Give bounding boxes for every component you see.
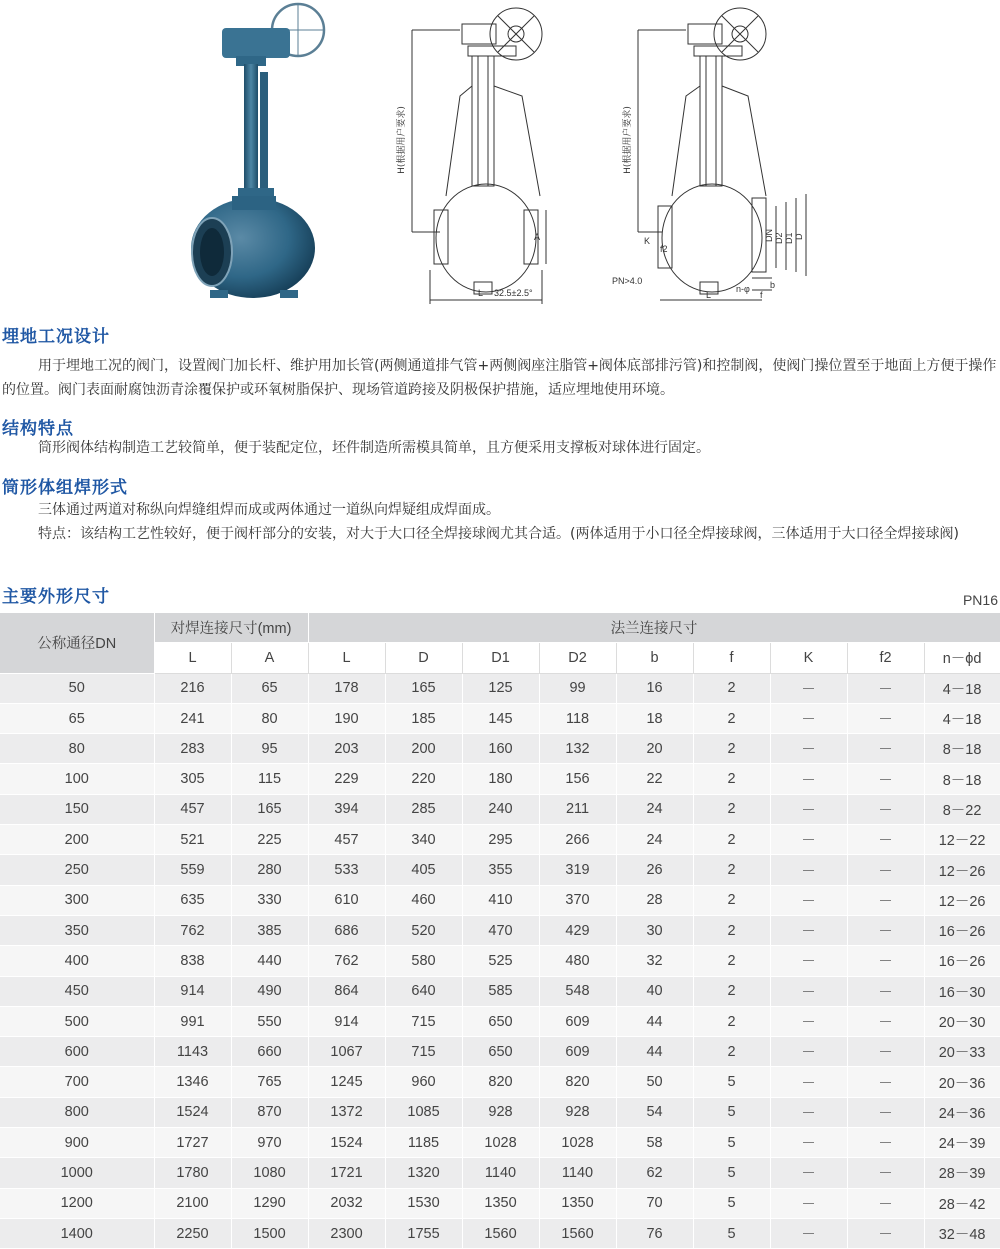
cell-dn: 400: [0, 946, 154, 976]
table-cell: 16－26: [924, 946, 1000, 976]
table-cell: －: [847, 855, 924, 885]
table-cell: －: [847, 1097, 924, 1127]
table-cell: 8－18: [924, 734, 1000, 764]
table-cell: 1143: [154, 1037, 231, 1067]
fig3-d2-label: D2: [774, 232, 784, 244]
section-text-welding-2: 特点：该结构工艺性较好，便于阀杆部分的安装，对大于大口径全焊接球阀尤其合适。(两体适用于小口径全焊接球阀，三体适用于大口径全焊接球阀): [38, 526, 959, 542]
table-cell: 54: [616, 1097, 693, 1127]
table-cell: 480: [539, 946, 616, 976]
table-cell: 5: [693, 1128, 770, 1158]
cell-dn: 150: [0, 794, 154, 824]
table-cell: 991: [154, 1006, 231, 1036]
table-cell: 180: [462, 764, 539, 794]
table-cell: －: [770, 855, 847, 885]
table-cell: 1372: [308, 1097, 385, 1127]
table-cell: 12－22: [924, 825, 1000, 855]
table-cell: 125: [462, 673, 539, 703]
table-cell: 2: [693, 915, 770, 945]
fig2-tolerance-label: 32.5±2.5°: [494, 288, 533, 298]
table-cell: 686: [308, 915, 385, 945]
table-cell: 229: [308, 764, 385, 794]
fig3-f2-label: f2: [660, 244, 668, 254]
table-cell: 295: [462, 825, 539, 855]
table-cell: 12－26: [924, 885, 1000, 915]
table-row: [0, 673, 1000, 703]
table-cell: 26: [616, 855, 693, 885]
table-cell: －: [847, 946, 924, 976]
table-cell: 18: [616, 703, 693, 733]
table-row: [0, 885, 1000, 915]
cell-dn: 700: [0, 1067, 154, 1097]
table-cell: 765: [231, 1067, 308, 1097]
table-cell: 165: [231, 794, 308, 824]
table-cell: 178: [308, 673, 385, 703]
table-cell: 715: [385, 1006, 462, 1036]
table-cell: 5: [693, 1218, 770, 1248]
cell-dn: 250: [0, 855, 154, 885]
table-cell: 1780: [154, 1158, 231, 1188]
table-cell: －: [770, 794, 847, 824]
cell-dn: 200: [0, 825, 154, 855]
table-cell: 762: [154, 915, 231, 945]
table-cell: －: [847, 885, 924, 915]
table-cell: 8－22: [924, 794, 1000, 824]
table-cell: 2: [693, 1006, 770, 1036]
table-cell: 1245: [308, 1067, 385, 1097]
table-row: [0, 1006, 1000, 1036]
table-cell: 20－33: [924, 1037, 1000, 1067]
table-cell: 2100: [154, 1188, 231, 1218]
table-cell: 241: [154, 703, 231, 733]
table-cell: －: [770, 764, 847, 794]
table-cell: 2: [693, 734, 770, 764]
table-cell: 470: [462, 915, 539, 945]
table-row: [0, 764, 1000, 794]
table-cell: 660: [231, 1037, 308, 1067]
table-cell: 20－30: [924, 1006, 1000, 1036]
subheader-cell: L: [308, 643, 385, 673]
table-cell: 1290: [231, 1188, 308, 1218]
cell-dn: 800: [0, 1097, 154, 1127]
table-cell: 40: [616, 976, 693, 1006]
pressure-rating: PN16: [962, 592, 998, 608]
table-cell: 864: [308, 976, 385, 1006]
fig3-dn-label: DN: [764, 229, 774, 242]
table-cell: 1350: [462, 1188, 539, 1218]
table-cell: －: [770, 1097, 847, 1127]
table-cell: 1346: [154, 1067, 231, 1097]
table-cell: 12－26: [924, 855, 1000, 885]
table-cell: 650: [462, 1037, 539, 1067]
table-cell: －: [847, 1067, 924, 1097]
table-row: [0, 1218, 1000, 1248]
table-row: [0, 825, 1000, 855]
table-cell: 1320: [385, 1158, 462, 1188]
table-cell: 550: [231, 1006, 308, 1036]
table-cell: 548: [539, 976, 616, 1006]
table-cell: 914: [154, 976, 231, 1006]
table-cell: 1067: [308, 1037, 385, 1067]
table-cell: 1350: [539, 1188, 616, 1218]
table-cell: 211: [539, 794, 616, 824]
table-cell: 70: [616, 1188, 693, 1218]
table-row: [0, 734, 1000, 764]
table-cell: 1028: [462, 1128, 539, 1158]
table-cell: 24: [616, 825, 693, 855]
table-cell: 240: [462, 794, 539, 824]
table-cell: －: [847, 673, 924, 703]
table-cell: －: [847, 1128, 924, 1158]
table-cell: 5: [693, 1067, 770, 1097]
welded-end-drawing: [395, 8, 546, 304]
fig3-d1-label: D1: [784, 232, 794, 244]
cell-dn: 1200: [0, 1188, 154, 1218]
table-cell: 2: [693, 764, 770, 794]
cell-dn: 600: [0, 1037, 154, 1067]
table-cell: 820: [539, 1067, 616, 1097]
section-title-structure: 结构特点: [2, 419, 74, 439]
header-flange: 法兰连接尺寸: [308, 613, 1000, 643]
table-cell: －: [770, 915, 847, 945]
table-cell: 970: [231, 1128, 308, 1158]
table-row: [0, 1037, 1000, 1067]
table-cell: 156: [539, 764, 616, 794]
table-cell: 190: [308, 703, 385, 733]
table-cell: 1530: [385, 1188, 462, 1218]
table-cell: 225: [231, 825, 308, 855]
table-cell: 2: [693, 946, 770, 976]
table-cell: 16: [616, 673, 693, 703]
table-cell: 520: [385, 915, 462, 945]
table-cell: －: [847, 1037, 924, 1067]
table-cell: －: [847, 1188, 924, 1218]
table-cell: 1085: [385, 1097, 462, 1127]
table-cell: 44: [616, 1037, 693, 1067]
table-cell: 62: [616, 1158, 693, 1188]
table-body: [0, 673, 1000, 1249]
table-cell: 5: [693, 1097, 770, 1127]
table-cell: 429: [539, 915, 616, 945]
table-cell: 32－48: [924, 1218, 1000, 1248]
table-cell: 20－36: [924, 1067, 1000, 1097]
table-cell: 457: [154, 794, 231, 824]
header-weld: 对焊连接尺寸(mm): [154, 613, 308, 643]
table-cell: 635: [154, 885, 231, 915]
table-cell: －: [770, 946, 847, 976]
table-cell: 640: [385, 976, 462, 1006]
table-cell: 280: [231, 855, 308, 885]
valve-photo: [191, 4, 324, 298]
subheader-cell: b: [616, 643, 693, 673]
table-cell: 16－30: [924, 976, 1000, 1006]
table-cell: 715: [385, 1037, 462, 1067]
table-cell: 5: [693, 1188, 770, 1218]
table-cell: －: [847, 703, 924, 733]
table-cell: 559: [154, 855, 231, 885]
table-cell: 20: [616, 734, 693, 764]
table-row: [0, 855, 1000, 885]
cell-dn: 1000: [0, 1158, 154, 1188]
table-row: [0, 915, 1000, 945]
table-cell: 838: [154, 946, 231, 976]
table-cell: 160: [462, 734, 539, 764]
fig3-d-label: D: [794, 233, 804, 240]
table-cell: 2: [693, 1037, 770, 1067]
table-cell: 4－18: [924, 673, 1000, 703]
table-cell: 266: [539, 825, 616, 855]
table-cell: 99: [539, 673, 616, 703]
table-cell: 1524: [308, 1128, 385, 1158]
table-cell: 460: [385, 885, 462, 915]
table-cell: 533: [308, 855, 385, 885]
table-cell: 2032: [308, 1188, 385, 1218]
table-cell: 305: [154, 764, 231, 794]
table-cell: 30: [616, 915, 693, 945]
table-cell: －: [847, 976, 924, 1006]
table-cell: 145: [462, 703, 539, 733]
section-text-structure: 筒形阀体结构制造工艺较简单，便于装配定位，坯件制造所需模具简单，且方便采用支撑板对球体进行固定。: [38, 440, 710, 456]
table-cell: 762: [308, 946, 385, 976]
table-cell: 2: [693, 703, 770, 733]
table-cell: 200: [385, 734, 462, 764]
table-cell: 28－39: [924, 1158, 1000, 1188]
table-cell: －: [770, 1158, 847, 1188]
table-cell: 457: [308, 825, 385, 855]
subheader-cell: f: [693, 643, 770, 673]
table-cell: 28－42: [924, 1188, 1000, 1218]
table-cell: －: [847, 734, 924, 764]
table-cell: 609: [539, 1037, 616, 1067]
subheader-cell: D: [385, 643, 462, 673]
subheader-cell: n－ϕd: [924, 643, 1000, 673]
table-cell: －: [770, 734, 847, 764]
section-title-welding: 筒形体组焊形式: [2, 478, 128, 498]
table-cell: 80: [231, 703, 308, 733]
subheader-cell: D1: [462, 643, 539, 673]
table-cell: －: [847, 794, 924, 824]
table-cell: 8－18: [924, 764, 1000, 794]
cell-dn: 65: [0, 703, 154, 733]
fig3-nd-label: n-φ: [736, 284, 750, 294]
table-cell: 65: [231, 673, 308, 703]
table-cell: 76: [616, 1218, 693, 1248]
table-cell: 24－39: [924, 1128, 1000, 1158]
table-cell: －: [847, 764, 924, 794]
table-cell: 44: [616, 1006, 693, 1036]
table-cell: 2: [693, 976, 770, 1006]
table-cell: 22: [616, 764, 693, 794]
section-text-welding-1: 三体通过两道对称纵向焊缝组焊而成或两体通过一道纵向焊疑组成焊面成。: [38, 502, 500, 518]
table-cell: 928: [462, 1097, 539, 1127]
section-title-dimensions: 主要外形尺寸: [2, 587, 110, 607]
table-cell: 1721: [308, 1158, 385, 1188]
subheader-cell: A: [231, 643, 308, 673]
table-cell: 1524: [154, 1097, 231, 1127]
table-row: [0, 703, 1000, 733]
table-cell: 165: [385, 673, 462, 703]
table-cell: 385: [231, 915, 308, 945]
table-cell: 355: [462, 855, 539, 885]
header-dn: 公称通径DN: [0, 613, 154, 673]
table-cell: 32: [616, 946, 693, 976]
cell-dn: 80: [0, 734, 154, 764]
table-row: [0, 946, 1000, 976]
table-cell: 1560: [539, 1218, 616, 1248]
table-cell: 1028: [539, 1128, 616, 1158]
table-cell: －: [770, 1006, 847, 1036]
table-cell: 521: [154, 825, 231, 855]
flanged-end-drawing: [612, 8, 806, 300]
table-cell: 24－36: [924, 1097, 1000, 1127]
table-cell: 58: [616, 1128, 693, 1158]
table-row: [0, 976, 1000, 1006]
table-cell: 650: [462, 1006, 539, 1036]
fig2-a-label: A: [534, 232, 541, 242]
subheader-cell: L: [154, 643, 231, 673]
table-cell: 585: [462, 976, 539, 1006]
section-text-buried: 用于埋地工况的阀门，设置阀门加长杆、维护用加长管(两侧通道排气管+两侧阀座注脂管+阀体底部排污管)和控制阀，使阀门操位置至于地面上方便于操作的位置。阀门表面耐腐蚀沥青涂覆保护或环氧树脂保护、现场管道跨接及阴极保护措施，适应埋地使用环境。: [2, 358, 997, 398]
table-row: [0, 1067, 1000, 1097]
cell-dn: 100: [0, 764, 154, 794]
table-cell: 220: [385, 764, 462, 794]
table-cell: 50: [616, 1067, 693, 1097]
table-cell: 5: [693, 1158, 770, 1188]
table-cell: 4－18: [924, 703, 1000, 733]
table-cell: －: [770, 1037, 847, 1067]
table-cell: 525: [462, 946, 539, 976]
table-cell: －: [770, 1128, 847, 1158]
table-cell: 914: [308, 1006, 385, 1036]
table-cell: 1140: [462, 1158, 539, 1188]
fig2-l-label: L: [478, 288, 484, 298]
table-cell: 1755: [385, 1218, 462, 1248]
table-cell: 319: [539, 855, 616, 885]
table-cell: －: [770, 885, 847, 915]
table-cell: 28: [616, 885, 693, 915]
table-cell: 285: [385, 794, 462, 824]
fig3-k-label: K: [644, 236, 651, 246]
table-cell: 283: [154, 734, 231, 764]
table-cell: 132: [539, 734, 616, 764]
table-cell: 185: [385, 703, 462, 733]
table-cell: 115: [231, 764, 308, 794]
table-cell: －: [770, 825, 847, 855]
table-row: [0, 1128, 1000, 1158]
table-cell: 1500: [231, 1218, 308, 1248]
table-cell: 440: [231, 946, 308, 976]
table-cell: 1727: [154, 1128, 231, 1158]
cell-dn: 1400: [0, 1218, 154, 1248]
table-cell: 2: [693, 825, 770, 855]
subheader-cell: f2: [847, 643, 924, 673]
table-cell: 340: [385, 825, 462, 855]
table-cell: 960: [385, 1067, 462, 1097]
table-cell: －: [847, 825, 924, 855]
table-cell: 405: [385, 855, 462, 885]
table-cell: 394: [308, 794, 385, 824]
table-cell: －: [770, 976, 847, 1006]
subheader-cell: K: [770, 643, 847, 673]
table-cell: －: [847, 915, 924, 945]
table-row: [0, 1158, 1000, 1188]
table-cell: 820: [462, 1067, 539, 1097]
cell-dn: 350: [0, 915, 154, 945]
table-cell: 2: [693, 855, 770, 885]
table-cell: －: [847, 1006, 924, 1036]
valve-figures: [0, 0, 1000, 310]
table-cell: 1560: [462, 1218, 539, 1248]
section-title-buried: 埋地工况设计: [2, 327, 110, 347]
table-cell: 490: [231, 976, 308, 1006]
table-cell: 609: [539, 1006, 616, 1036]
cell-dn: 450: [0, 976, 154, 1006]
fig3-height-label: H(根据用户要求): [623, 106, 633, 174]
table-cell: 1080: [231, 1158, 308, 1188]
table-cell: 610: [308, 885, 385, 915]
table-cell: 1185: [385, 1128, 462, 1158]
fig3-l-label: L: [706, 290, 712, 300]
table-cell: 203: [308, 734, 385, 764]
fig3-f-label: f: [760, 290, 763, 300]
table-cell: 928: [539, 1097, 616, 1127]
table-cell: 2300: [308, 1218, 385, 1248]
table-cell: 16－26: [924, 915, 1000, 945]
cell-dn: 50: [0, 673, 154, 703]
table-cell: 2: [693, 673, 770, 703]
table-cell: －: [770, 1218, 847, 1248]
cell-dn: 300: [0, 885, 154, 915]
table-row: [0, 1188, 1000, 1218]
table-cell: 216: [154, 673, 231, 703]
table-cell: －: [770, 703, 847, 733]
table-cell: 1140: [539, 1158, 616, 1188]
subheader-cell: D2: [539, 643, 616, 673]
table-row: [0, 1097, 1000, 1127]
dimension-table: [0, 613, 1000, 1249]
table-cell: 118: [539, 703, 616, 733]
table-cell: 370: [539, 885, 616, 915]
table-cell: 24: [616, 794, 693, 824]
table-cell: －: [770, 673, 847, 703]
table-cell: 870: [231, 1097, 308, 1127]
table-cell: －: [847, 1218, 924, 1248]
fig2-height-label: H(根据用户要求): [397, 106, 407, 174]
table-cell: 580: [385, 946, 462, 976]
table-cell: 330: [231, 885, 308, 915]
table-cell: －: [847, 1158, 924, 1188]
table-cell: 2: [693, 885, 770, 915]
table-cell: 2: [693, 794, 770, 824]
table-cell: 2250: [154, 1218, 231, 1248]
fig3-b-label: b: [770, 280, 776, 290]
table-cell: －: [770, 1188, 847, 1218]
table-cell: －: [770, 1067, 847, 1097]
table-row: [0, 794, 1000, 824]
table-cell: 95: [231, 734, 308, 764]
cell-dn: 900: [0, 1128, 154, 1158]
table-cell: 410: [462, 885, 539, 915]
cell-dn: 500: [0, 1006, 154, 1036]
fig3-pn-label: PN>4.0: [612, 276, 643, 286]
